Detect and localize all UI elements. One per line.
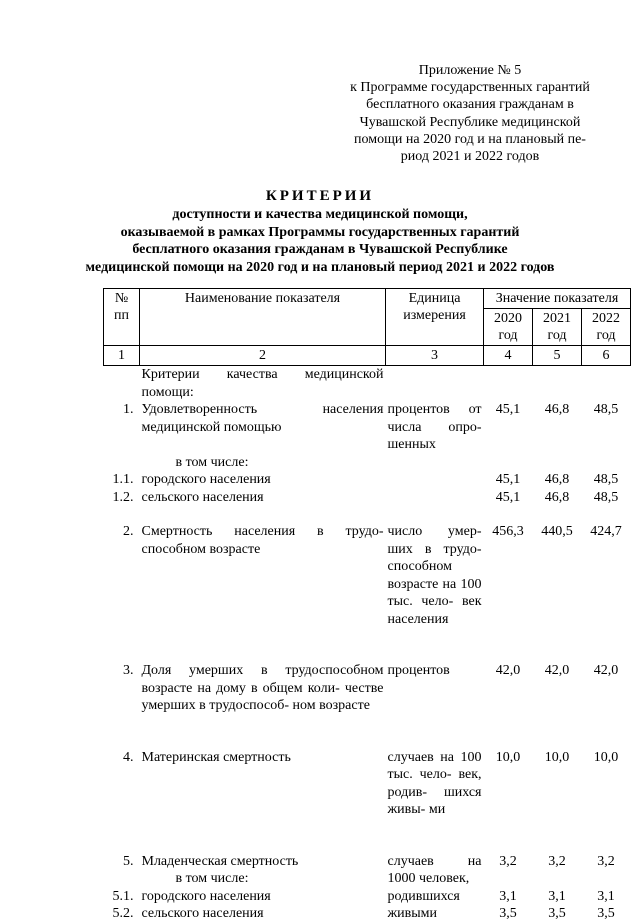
row-unit: число умер- ших в трудо- способном возрасте на 100 тыс. чело- век населения	[387, 524, 482, 627]
row-num: 3.	[123, 663, 134, 678]
row-name: сельского населения	[141, 906, 264, 921]
row-name: в том числе:	[175, 871, 249, 886]
row-num: 1.1.	[112, 472, 134, 487]
row-name: Младенческая смертность	[141, 853, 299, 869]
row-unit: процентов	[387, 663, 450, 678]
appendix-line: риод 2021 и 2022 годов	[400, 149, 540, 165]
row-value-2022: 3,1	[597, 888, 615, 904]
row-name: в том числе:	[175, 454, 249, 470]
subtitle-line: медицинской помощи на 2020 год и на плановый период 2021 и 2022 годов	[85, 259, 555, 275]
section-title: Критерии качества медицинской помощи:	[141, 367, 384, 400]
row-unit: живыми	[387, 906, 438, 921]
row-value-2022: 48,5	[593, 489, 619, 505]
row-value-2020: 42,0	[495, 663, 521, 678]
row-value-2022: 48,5	[593, 472, 619, 487]
table-row	[104, 454, 631, 472]
col-number-3: 3	[386, 346, 484, 366]
row-value-2022: 48,5	[593, 402, 619, 417]
row-num	[104, 870, 140, 888]
table-row	[104, 870, 631, 888]
header-unit: Единица измерения	[386, 289, 484, 346]
header-num: № пп	[104, 289, 140, 346]
table-row	[104, 888, 631, 906]
row-value-2021: 3,2	[548, 853, 566, 869]
criteria-table	[103, 288, 631, 923]
row-name: Смертность населения в трудо- способном возрасте	[141, 524, 384, 557]
row-value-2020: 45,1	[495, 402, 521, 417]
row-num: 5.	[123, 853, 134, 869]
col-number-5: 5	[533, 346, 582, 366]
row-unit: случаев на 1000 человек,	[387, 853, 482, 886]
col-number-4: 4	[484, 346, 533, 366]
row-value-2022: 424,7	[590, 524, 622, 539]
table-row	[104, 662, 631, 715]
appendix-line: Приложение № 5	[418, 63, 522, 78]
row-value-2022: 10,0	[593, 749, 619, 765]
row-num: 5.1.	[112, 888, 134, 904]
row-name: Доля умерших в трудоспособном возрасте на дому в общем коли- честве умерших в трудоспособ- ном возрасте	[141, 663, 384, 713]
table-row	[104, 366, 631, 402]
document-subtitle	[0, 206, 640, 276]
appendix-line: к Программе государственных гарантий	[350, 80, 590, 96]
row-value-2020: 45,1	[495, 472, 521, 487]
appendix-line: помощи на 2020 год и на плановый пе-	[354, 131, 586, 147]
row-value-2021: 3,1	[548, 888, 566, 904]
row-num	[104, 454, 140, 472]
criteria-table-wrapper	[103, 288, 631, 923]
row-value-2022: 3,2	[597, 853, 615, 869]
row-name: сельского населения	[141, 489, 264, 505]
row-value-2022: 3,5	[597, 906, 615, 921]
row-value-2020: 456,3	[492, 524, 524, 539]
row-name: городского населения	[141, 472, 271, 487]
appendix-line: Чувашской Республике медицинской	[359, 114, 581, 130]
table-row	[104, 401, 631, 454]
header-values: Значение показателя	[484, 289, 631, 309]
row-value-2021: 46,8	[544, 489, 570, 505]
row-unit: процентов от числа опро- шенных	[387, 402, 482, 452]
subtitle-line: бесплатного оказания гражданам в Чувашской Республике	[132, 242, 508, 257]
row-unit	[386, 471, 484, 489]
header-year-2022: 2022 год	[582, 309, 631, 346]
subtitle-line: оказываемой в рамках Программы государственных гарантий	[120, 224, 520, 240]
row-unit: родившихся	[387, 888, 460, 904]
col-number-1: 1	[104, 346, 140, 366]
row-unit	[386, 489, 484, 507]
row-name: Материнская смертность	[141, 749, 291, 765]
header-year-2021: 2021 год	[533, 309, 582, 346]
table-row	[104, 853, 631, 871]
subtitle-line: доступности и качества медицинской помощи,	[172, 207, 468, 222]
table-row	[104, 471, 631, 489]
row-value-2021: 42,0	[544, 663, 570, 678]
col-number-6: 6	[582, 346, 631, 366]
row-value-2020: 10,0	[495, 749, 521, 765]
row-value-2021: 3,5	[548, 906, 566, 921]
row-value-2020: 45,1	[495, 489, 521, 505]
document-title: КРИТЕРИИ	[265, 188, 375, 204]
row-value-2021: 46,8	[544, 402, 570, 417]
row-value-2022: 42,0	[593, 663, 619, 678]
row-num: 1.	[123, 402, 134, 417]
appendix-block	[335, 62, 605, 165]
header-name: Наименование показателя	[140, 289, 386, 346]
row-value-2021: 440,5	[541, 524, 573, 539]
row-unit: случаев на 100 тыс. чело- век, родив- шихся живы- ми	[387, 749, 482, 817]
row-value-2020: 3,5	[499, 906, 517, 921]
row-value-2021: 10,0	[544, 749, 570, 765]
row-value-2021: 46,8	[544, 472, 570, 487]
row-name: городского населения	[141, 888, 271, 904]
header-year-2020: 2020 год	[484, 309, 533, 346]
col-number-2: 2	[140, 346, 386, 366]
row-num: 4.	[123, 749, 134, 765]
table-row	[104, 523, 631, 628]
row-num: 2.	[123, 524, 134, 539]
row-num: 5.2.	[112, 906, 134, 921]
row-name: Удовлетворенность населения медицинской помощью	[141, 402, 384, 435]
table-row	[104, 489, 631, 507]
appendix-line: бесплатного оказания гражданам в	[366, 97, 574, 113]
table-row	[104, 749, 631, 819]
row-value-2020: 3,2	[499, 853, 517, 869]
row-num: 1.2.	[112, 489, 134, 505]
row-value-2020: 3,1	[499, 888, 517, 904]
table-row	[104, 905, 631, 923]
